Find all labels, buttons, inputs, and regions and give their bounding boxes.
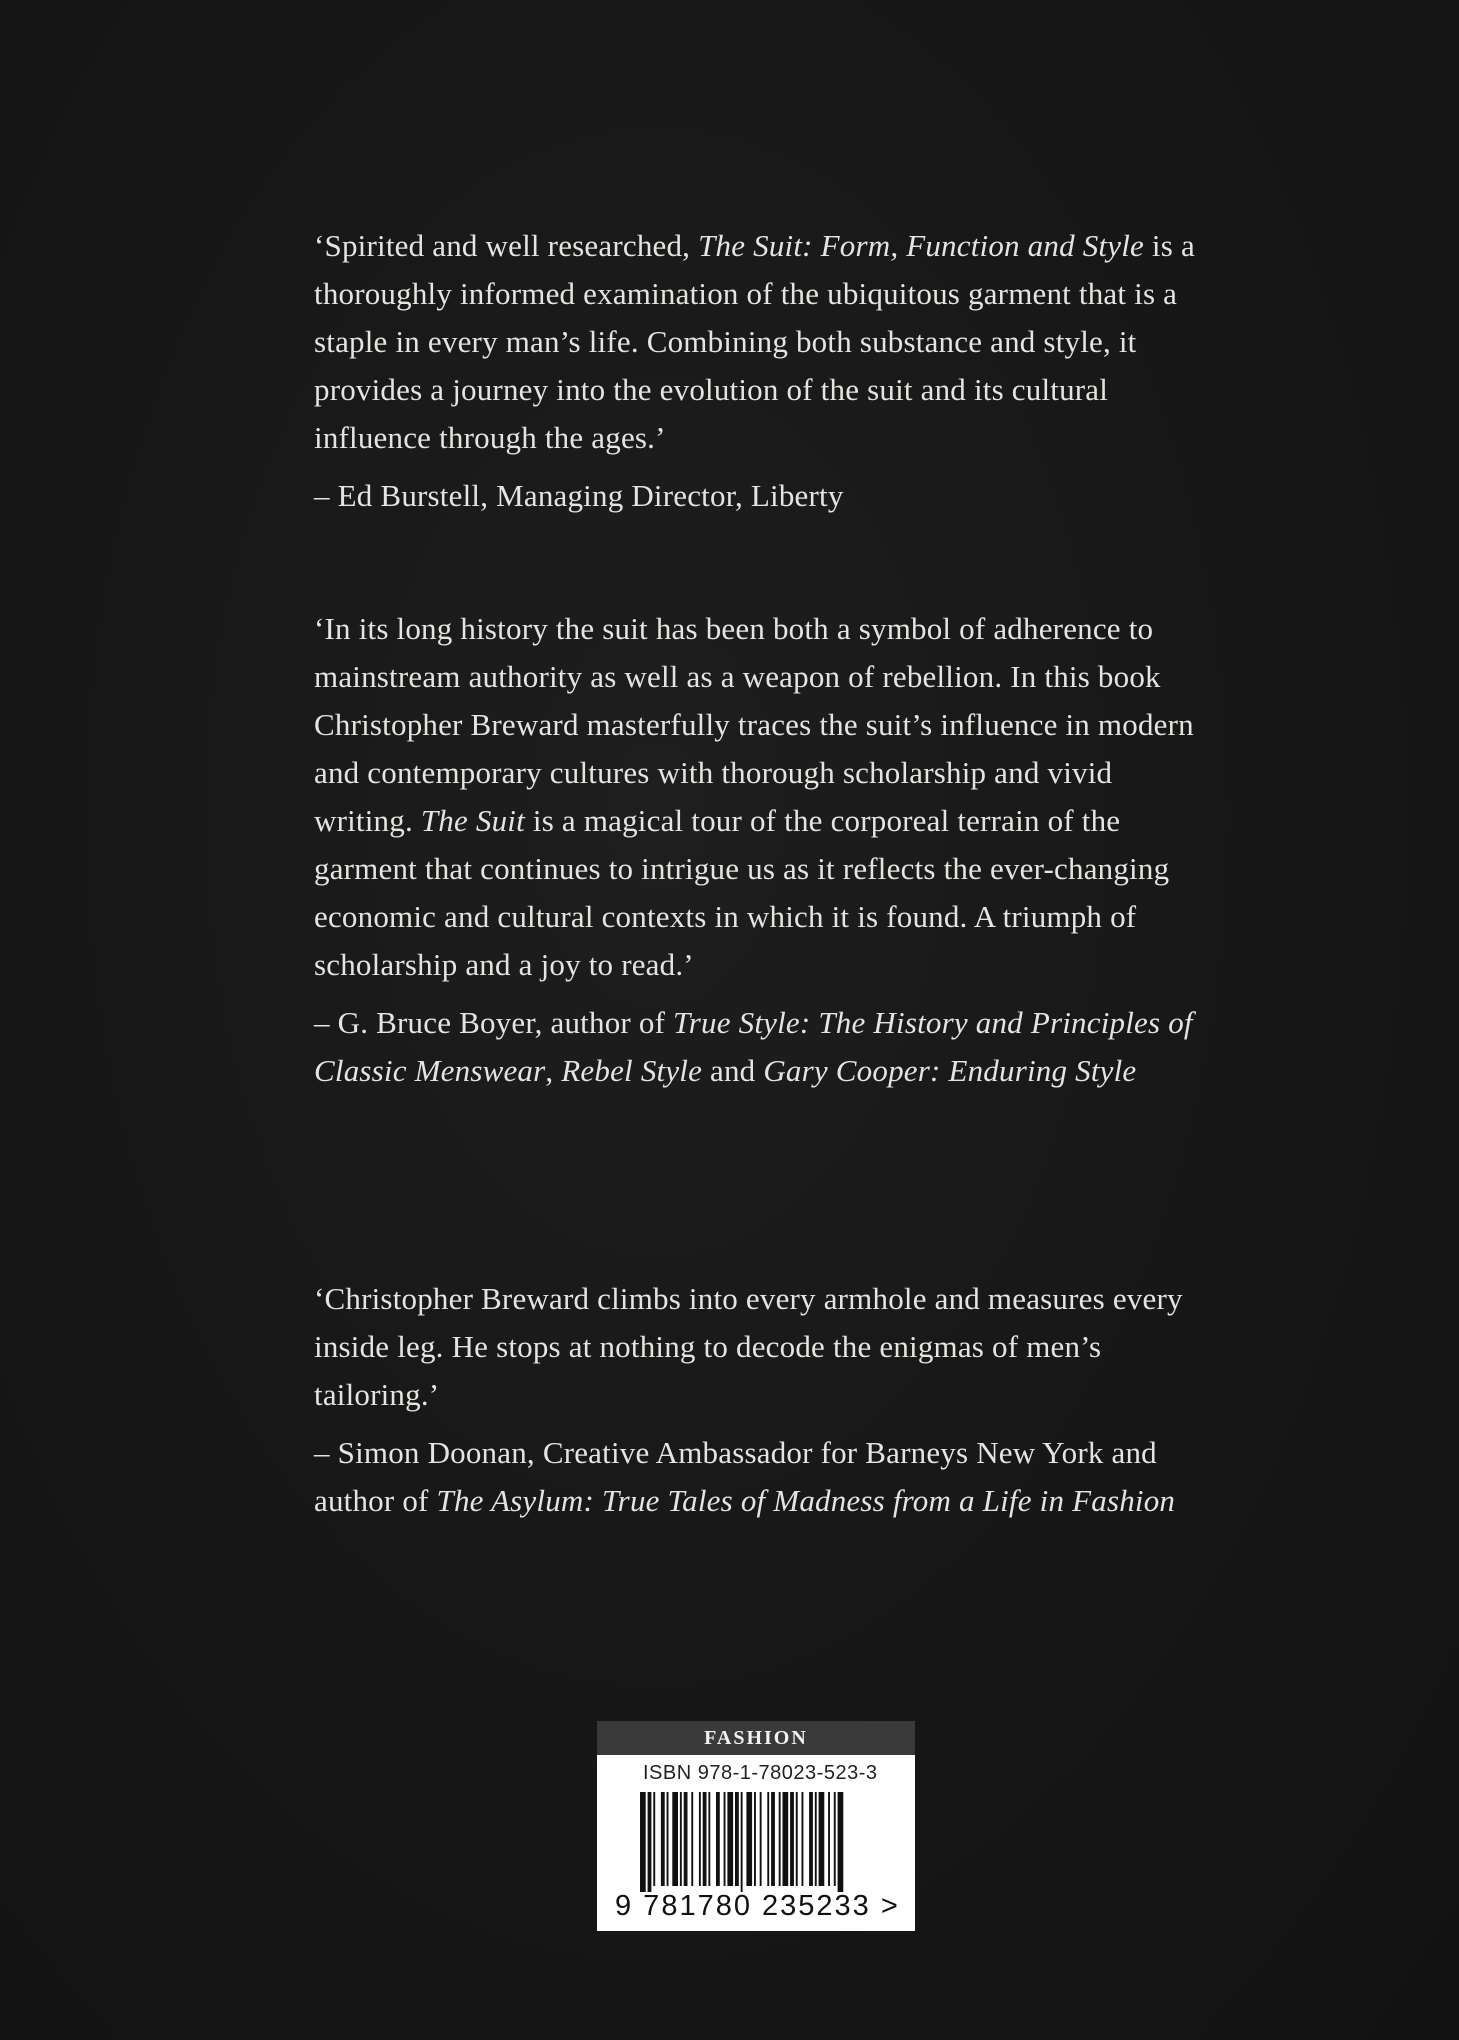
blurb-quote <box>314 222 1214 462</box>
quote-text: is a thoroughly informed examination of the ubiquitous garment that is a staple in every man’s life. Combining both substance and style, it provides a journey into the evolution of the suit and its cultural influence through the ages.’ <box>314 228 1195 455</box>
barcode-bar <box>741 1792 743 1892</box>
attribution-text: – G. Bruce Boyer, author of <box>314 1005 674 1040</box>
book-title: True Style: The History and Principles of Classic Menswear <box>314 1005 1193 1088</box>
barcode-bar <box>680 1792 682 1886</box>
barcode-bar <box>691 1792 693 1886</box>
barcode-bar <box>790 1792 794 1886</box>
blurb-quote <box>314 605 1214 989</box>
book-title: The Asylum: True Tales of Madness from a Life in Fashion <box>436 1483 1176 1518</box>
book-title: Rebel Style <box>561 1053 703 1088</box>
barcode-bar <box>796 1792 798 1886</box>
barcode-bar <box>779 1792 781 1886</box>
quote-text: ‘In its long history the suit has been both a symbol of adherence to mainstream authority as well as a weapon of rebellion. In this book Christopher Breward masterfully traces the suit’s influence in modern and contemporary cultures with thorough scholarship and vivid writing. <box>314 611 1194 838</box>
barcode-bar <box>699 1792 701 1886</box>
barcode-bar <box>809 1792 813 1886</box>
quote-text: ‘Christopher Breward climbs into every armhole and measures every inside leg. He stops at nothing to decode the enigmas of men’s tailoring.’ <box>314 1281 1183 1412</box>
blurb-doonan <box>314 1275 1214 1525</box>
barcode-bar <box>771 1792 775 1886</box>
book-title: The Suit <box>420 803 525 838</box>
barcode-bar <box>828 1792 830 1886</box>
barcode-bar <box>653 1792 655 1886</box>
barcode-bar <box>667 1792 669 1886</box>
barcode-bar <box>735 1792 739 1886</box>
blurb-liberty <box>314 222 1214 520</box>
blurb-attribution <box>314 472 1214 520</box>
attribution-text: , <box>545 1053 562 1088</box>
quote-text: is a magical tour of the corporeal terrain of the garment that continues to intrigue us as it reflects the ever-changing economic and cultural contexts in which it is found. A triumph of scholarship and a joy to read.’ <box>314 803 1170 982</box>
barcode-bar <box>746 1792 752 1886</box>
barcode-bar <box>684 1792 688 1886</box>
blurb-attribution <box>314 999 1214 1095</box>
barcode-bar <box>727 1792 733 1886</box>
barcode-bar <box>648 1792 652 1892</box>
barcode-bar <box>767 1792 769 1886</box>
blurb-boyer <box>314 605 1214 1095</box>
barcode-bar <box>760 1792 762 1886</box>
book-title: The Suit: Form, Function and Style <box>698 228 1144 263</box>
attribution-text: – Ed Burstell, Managing Director, Liberty <box>314 478 844 513</box>
blurb-attribution <box>314 1429 1214 1525</box>
barcode-bar <box>754 1792 756 1886</box>
barcode-bar <box>661 1792 665 1886</box>
quote-text: ‘Spirited and well researched, <box>314 228 699 263</box>
barcode-bar <box>838 1792 844 1892</box>
book-title: Gary Cooper: Enduring Style <box>763 1053 1137 1088</box>
barcode-bar <box>703 1792 707 1886</box>
barcode-bar <box>815 1792 817 1886</box>
barcode-bar <box>783 1792 789 1886</box>
barcode-bar <box>834 1792 836 1886</box>
isbn-number: ISBN 978-1-78023-523-3 <box>643 1762 878 1784</box>
barcode-bar <box>708 1792 710 1886</box>
attribution-text: and <box>702 1053 764 1088</box>
barcode-bar <box>672 1792 678 1886</box>
barcode-bar <box>716 1792 720 1886</box>
barcode-digits: 9 781780 235233 > <box>615 1890 900 1922</box>
barcode-bar <box>724 1792 726 1886</box>
barcode-bar <box>802 1792 804 1886</box>
barcode-bars <box>640 1792 880 1892</box>
barcode-bar <box>819 1792 825 1886</box>
blurb-quote <box>314 1275 1214 1419</box>
attribution-text: – Simon Doonan, Creative Ambassador for Barneys New York and author of <box>314 1435 1157 1518</box>
category-label: FASHION <box>597 1721 915 1755</box>
barcode-bar <box>640 1792 646 1892</box>
